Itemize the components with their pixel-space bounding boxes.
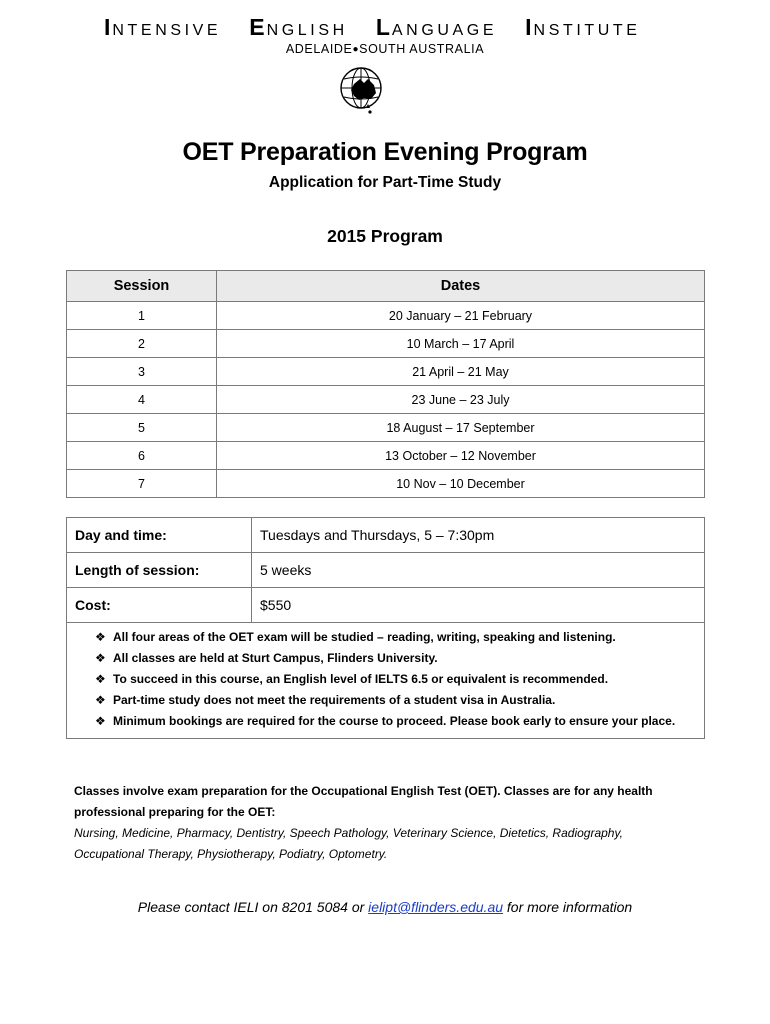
detail-label: Length of session:: [67, 553, 252, 588]
session-number: 5: [67, 414, 217, 442]
course-info-lead: Classes involve exam preparation for the Occupational English Test (OET). Classes are for any health professional preparing for the OET:: [74, 784, 653, 819]
session-number: 4: [67, 386, 217, 414]
word-initial: L: [375, 14, 392, 40]
location-line: [0, 42, 770, 56]
diamond-bullet-icon: ❖: [95, 693, 106, 707]
word-rest: NTENSIVE: [112, 22, 222, 39]
location-separator: ●: [352, 44, 360, 55]
detail-row-length: [67, 553, 705, 588]
word-initial: I: [104, 14, 113, 40]
list-item: [95, 690, 696, 711]
diamond-bullet-icon: ❖: [95, 672, 106, 686]
professions-list: Nursing, Medicine, Pharmacy, Dentistry, Speech Pathology, Veterinary Science, Dietetics, Radiography, Occupational Therapy, Physiotherapy, Podiatry, Optometry.: [74, 826, 623, 861]
table-row: [67, 358, 705, 386]
session-dates: 10 Nov – 10 December: [217, 470, 705, 498]
detail-label: Day and time:: [67, 518, 252, 553]
list-item: [95, 711, 696, 732]
detail-row-day-time: [67, 518, 705, 553]
contact-text-after: for more information: [503, 899, 633, 915]
word-initial: E: [249, 14, 267, 40]
program-details-table: [66, 517, 705, 739]
contact-text-before: Please contact IELI on 8201 5084 or: [137, 899, 369, 915]
detail-value: $550: [252, 588, 705, 623]
detail-value: Tuesdays and Thursdays, 5 – 7:30pm: [252, 518, 705, 553]
column-header-session: Session: [67, 271, 217, 302]
table-row: [67, 302, 705, 330]
diamond-bullet-icon: ❖: [95, 651, 106, 665]
location-state: SOUTH AUSTRALIA: [359, 42, 485, 56]
table-row: [67, 470, 705, 498]
session-number: 3: [67, 358, 217, 386]
table-row: [67, 386, 705, 414]
note-text: All classes are held at Sturt Campus, Flinders University.: [113, 651, 438, 665]
detail-row-notes: [67, 623, 705, 739]
note-text: Minimum bookings are required for the course to proceed. Please book early to ensure your place.: [113, 714, 676, 728]
detail-value: 5 weeks: [252, 553, 705, 588]
word-initial: I: [525, 14, 534, 40]
program-year: 2015 Program: [327, 226, 443, 246]
email-link[interactable]: ielipt@flinders.edu.au: [368, 899, 504, 915]
table-row: [67, 414, 705, 442]
list-item: [95, 627, 696, 648]
session-number: 1: [67, 302, 217, 330]
session-number: 6: [67, 442, 217, 470]
session-number: 2: [67, 330, 217, 358]
session-number: 7: [67, 470, 217, 498]
page-subtitle: Application for Part-Time Study: [268, 174, 502, 191]
location-city: ADELAIDE: [285, 42, 353, 56]
institute-word: [525, 14, 640, 41]
note-text: All four areas of the OET exam will be studied – reading, writing, speaking and listening.: [113, 630, 616, 644]
note-text: To succeed in this course, an English level of IELTS 6.5 or equivalent is recommended.: [113, 672, 609, 686]
session-dates: 18 August – 17 September: [217, 414, 705, 442]
column-header-dates: Dates: [217, 271, 705, 302]
contact-line: [0, 899, 770, 915]
institute-word: [249, 14, 348, 41]
diamond-bullet-icon: ❖: [95, 714, 106, 728]
table-row: [67, 330, 705, 358]
word-rest: NSTITUTE: [533, 22, 641, 39]
notes-list: [95, 627, 696, 732]
course-info: [74, 781, 694, 865]
word-rest: ANGUAGE: [391, 22, 498, 39]
sessions-table: [66, 270, 705, 498]
institute-name: [104, 14, 664, 41]
table-header-row: [67, 271, 705, 302]
detail-label: Cost:: [67, 588, 252, 623]
session-dates: 23 June – 23 July: [217, 386, 705, 414]
session-dates: 21 April – 21 May: [217, 358, 705, 386]
diamond-bullet-icon: ❖: [95, 630, 106, 644]
notes-cell: [67, 623, 705, 739]
institute-word: [376, 14, 497, 41]
globe-with-australia-logo: [337, 64, 385, 134]
note-text: Part-time study does not meet the requirements of a student visa in Australia.: [113, 693, 556, 707]
table-row: [67, 442, 705, 470]
list-item: [95, 648, 696, 669]
page-title: OET Preparation Evening Program: [182, 138, 588, 166]
session-dates: 10 March – 17 April: [217, 330, 705, 358]
detail-row-cost: [67, 588, 705, 623]
word-rest: NGLISH: [266, 22, 348, 39]
session-dates: 13 October – 12 November: [217, 442, 705, 470]
session-dates: 20 January – 21 February: [217, 302, 705, 330]
institute-word: [104, 14, 221, 41]
list-item: [95, 669, 696, 690]
